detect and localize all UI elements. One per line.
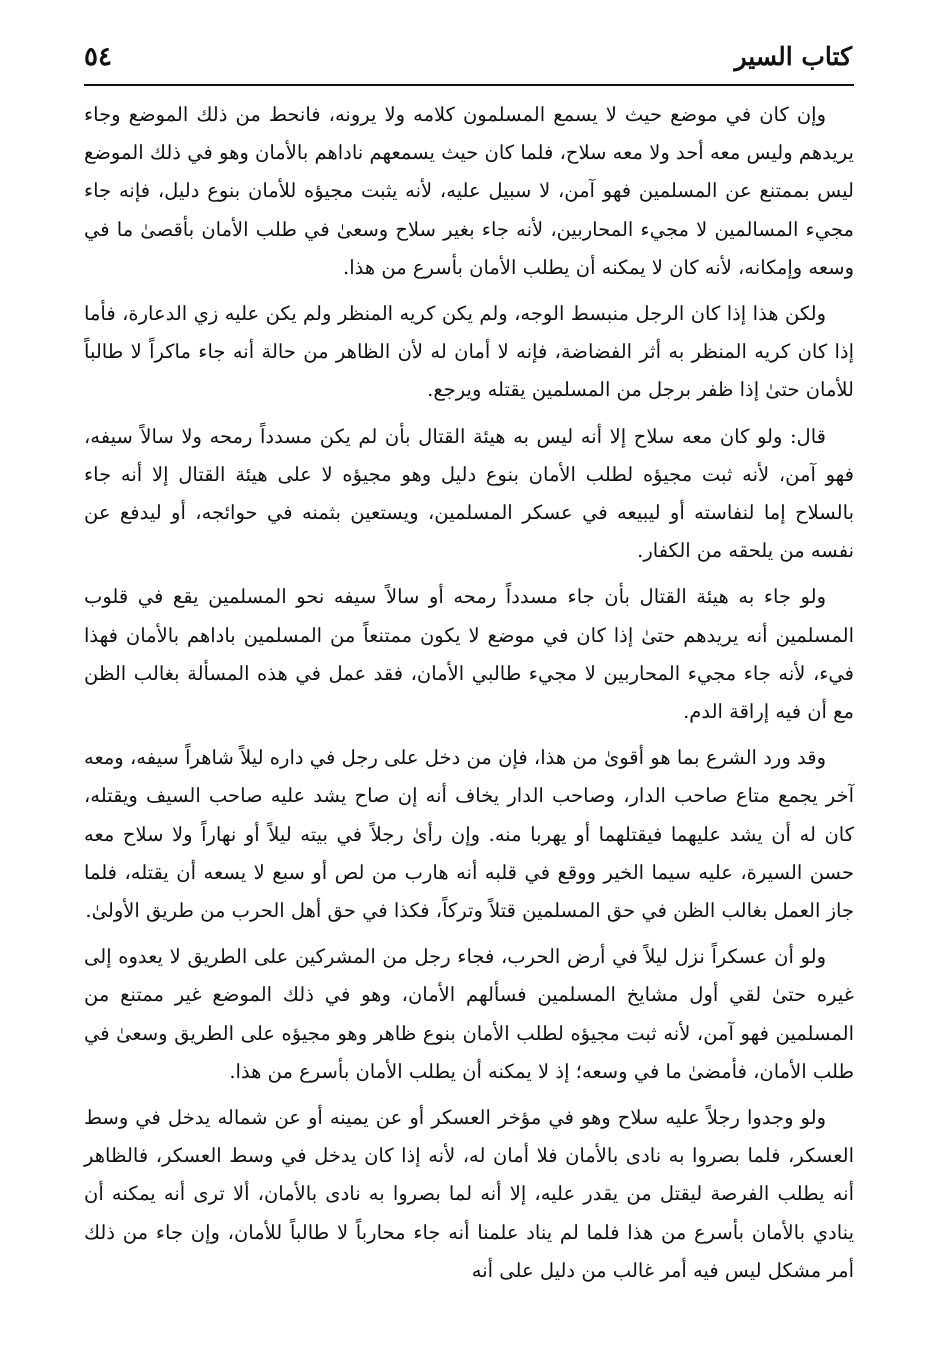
paragraph: وإن كان في موضع حيث لا يسمع المسلمون كلامه ولا يرونه، فانحط من ذلك الموضع وجاء يريدهم وليس معه أحد ولا معه سلاح، فلما كان حيث يسمعهم ناداهم بالأمان وهو في ذلك الموضع ليس بممتنع عن المسلمين فهو آمن، لا سبيل عليه، لأنه يثبت مجيؤه للأمان بنوع دليل، فإنه جاء مجيء المسالمين لا مجيء المحاربين، لأنه جاء بغير سلاح وسعىٰ في طلب الأمان بأقصىٰ ما في وسعه وإمكانه، لأنه كان لا يمكنه أن يطلب الأمان بأسرع من هذا.: [84, 103, 854, 279]
paragraph: ولكن هذا إذا كان الرجل منبسط الوجه، ولم يكن كريه المنظر ولم يكن عليه زي الدعارة، فأما إذا كان كريه المنظر به أثر الفضاضة، فإنه لا أمان له لأن الظاهر من حالة أنه جاء ماكراً لا طالباً للأمان حتىٰ إذا ظفر برجل من المسلمين يقتله ويرجع.: [84, 302, 854, 402]
paragraph: قال: ولو كان معه سلاح إلا أنه ليس به هيئة القتال بأن لم يكن مسدداً رمحه ولا سالاً سيفه، فهو آمن، لأنه ثبت مجيؤه لطلب الأمان بنوع دليل وهو مجيؤه لا على هيئة القتال إلا أنه جاء بالسلاح إما لنفاسته أو ليبيعه في عسكر المسلمين، ويستعين بثمنه في حوائجه، أو ليدفع عن نفسه من يلحقه من الكفار.: [84, 424, 854, 563]
paragraph: ولو أن عسكراً نزل ليلاً في أرض الحرب، فجاء رجل من المشركين على الطريق لا يعدوه إلى غيره حتىٰ لقي أول مشايخ المسلمين فسألهم الأمان، وهو في ذلك الموضع غير ممتنع من المسلمين فهو آمن، لأنه ثبت مجيؤه لطلب الأمان بنوع ظاهر وهو مجيؤه على الطريق وسعىٰ في طلب الأمان، فأمضىٰ ما في وسعه؛ إذ لا يمكنه أن يطلب الأمان بأسرع من هذا.: [84, 945, 854, 1083]
page-header: [84, 40, 852, 88]
paragraph: وقد ورد الشرع بما هو أقوىٰ من هذا، فإن من دخل على رجل في داره ليلاً شاهراً سيفه، ومعه آخر يجمع متاع صاحب الدار، وصاحب الدار يخاف أنه إن صاح يشد عليه صاحب السيف ويقتله، كان له أن يشد عليهما فيقتلهما أو يهربا منه. وإن رأىٰ رجلاً في بيته ليلاً أو نهاراً ولا سلاح معه حسن السيرة، عليه سيما الخير ووقع في قلبه أنه هارب من لص أو سبع لا يسعه أن يقتله، فلما جاز العمل بغالب الظن في حق المسلمين قتلاً وتركاً، فكذا في حق أهل الحرب من طريق الأولىٰ.: [84, 746, 854, 923]
paragraph: ولو وجدوا رجلاً عليه سلاح وهو في مؤخر العسكر أو عن يمينه أو عن شماله يدخل في وسط العسكر، فلما بصروا به نادى بالأمان فلا أمان له، لأنه إذا كان يدخل في وسط العسكر، فالظاهر أنه يطلب الفرصة ليقتل من يقدر عليه، إلا أنه لما بصروا به نادى بالأمان، ألا ترى أنه يمكنه أن ينادي بالأمان بأسرع من هذا فلما لم يناد علمنا أنه جاء محارباً لا طالباً للأمان، وإن جاء من ذلك أمر مشكل ليس فيه أمر غالب من دليل على أنه: [84, 1106, 854, 1282]
body-text: [84, 96, 854, 1298]
paragraph: ولو جاء به هيئة القتال بأن جاء مسدداً رمحه أو سالاً سيفه نحو المسلمين يقع في قلوب المسلمين أنه يريدهم حتىٰ إذا كان في موضع لا يكون ممتنعاً من المسلمين باداهم بالأمان فهذا فيء، لأنه جاء مجيء المحاربين لا مجيء طالبي الأمان، فقد عمل في هذه المسألة بغالب الظن مع أن فيه إراقة الدم.: [84, 585, 854, 724]
page-number: ٥٤: [84, 42, 112, 72]
header-rule: [84, 84, 854, 86]
running-title: كتاب السير: [734, 42, 852, 71]
